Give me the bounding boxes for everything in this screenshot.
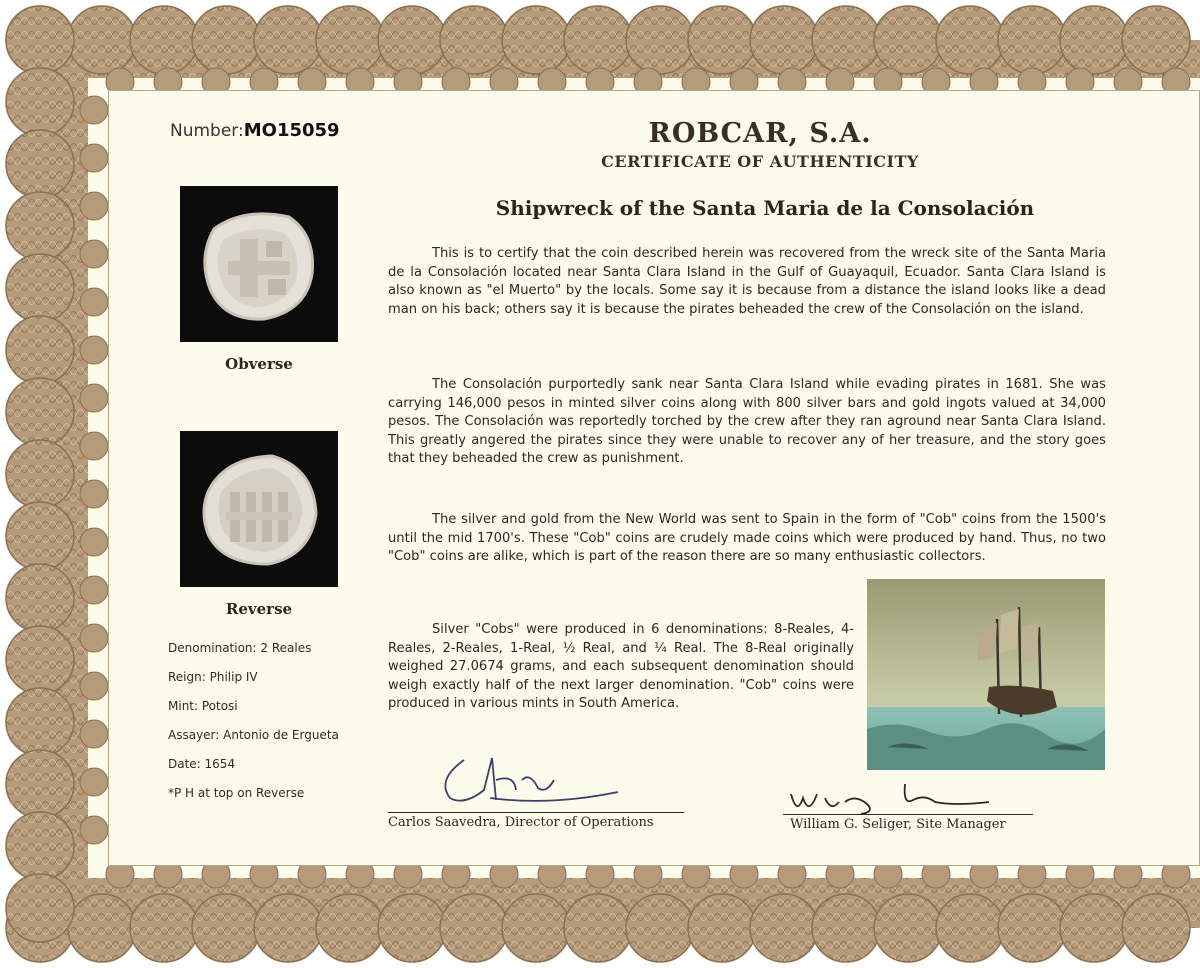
mint-text: Mint: Potosi — [168, 699, 238, 713]
paragraph-4: Silver "Cobs" were produced in 6 denominations: 8-Reales, 4-Reales, 2-Reales, 1-Real, ½ Real, and ¼ Real. The 8-Real originally weighed 27.0674 grams, and each subsequent denomination should weigh exactly half of the next larger denomination. "Cob" coins were produced in various mints in South America. — [388, 622, 854, 711]
paragraph-1: This is to certify that the coin described herein was recovered from the wreck site of the Santa Maria de la Consolación located near Santa Clara Island in the Gulf of Guayaquil, Ecuador. Santa Clara Island is also known as "el Muerto" by the locals. Some say it is because from a distance the island looks like a dead man on his back; others say it is because the pirates beheaded the crew of the Consolación on the island. — [388, 246, 1106, 317]
paragraph-3: The silver and gold from the New World was sent to Spain in the form of "Cob" coins from the 1500's until the mid 1700's. These "Cob" coins are crudely made coins which were produced by hand. Thus, no two "Cob" coins are alike, which is part of the reason there are so many enthusiastic collectors. — [388, 512, 1106, 564]
obverse-label: Obverse — [225, 355, 293, 373]
note-text: *P H at top on Reverse — [168, 786, 305, 800]
reverse-label: Reverse — [225, 600, 293, 618]
right-signature-caption: William G. Seliger, Site Manager — [790, 817, 1006, 832]
coin-details — [168, 639, 339, 813]
carlos-signature — [430, 750, 630, 816]
left-signature-caption: Carlos Saavedra, Director of Operations — [388, 815, 654, 830]
paragraph-2: The Consolación purportedly sank near Santa Clara Island while evading pirates in 1681. She was carrying 146,000 pesos in minted silver coins along with 800 silver bars and gold ingots valued at 34,000 pesos. The Consolación was reportedly torched by the crew after they ran aground near Santa Clara Island. This greatly angered the pirates since they were unable to recover any of her treasure, and the story goes that they beheaded the crew as punishment. — [388, 377, 1106, 466]
certificate-number — [170, 120, 340, 141]
right-signature-line — [783, 814, 1033, 815]
date-text: Date: 1654 — [168, 757, 236, 771]
obverse-coin-photo — [180, 186, 338, 342]
left-signature-line — [388, 812, 684, 813]
assayer-text: Assayer: Antonio de Ergueta — [168, 728, 339, 742]
shipwreck-title: Shipwreck of the Santa Maria de la Consolación — [495, 196, 1035, 220]
reign-text: Reign: Philip IV — [168, 670, 258, 684]
certificate-title: CERTIFICATE OF AUTHENTICITY — [601, 152, 919, 171]
company-name: ROBCAR, S.A. — [648, 118, 872, 149]
denomination-text: Denomination: 2 Reales — [168, 641, 312, 655]
number-label: Number: — [170, 121, 244, 141]
shipwreck-painting — [867, 579, 1105, 770]
number-value: MO15059 — [243, 120, 340, 141]
reverse-coin-photo — [180, 431, 338, 587]
